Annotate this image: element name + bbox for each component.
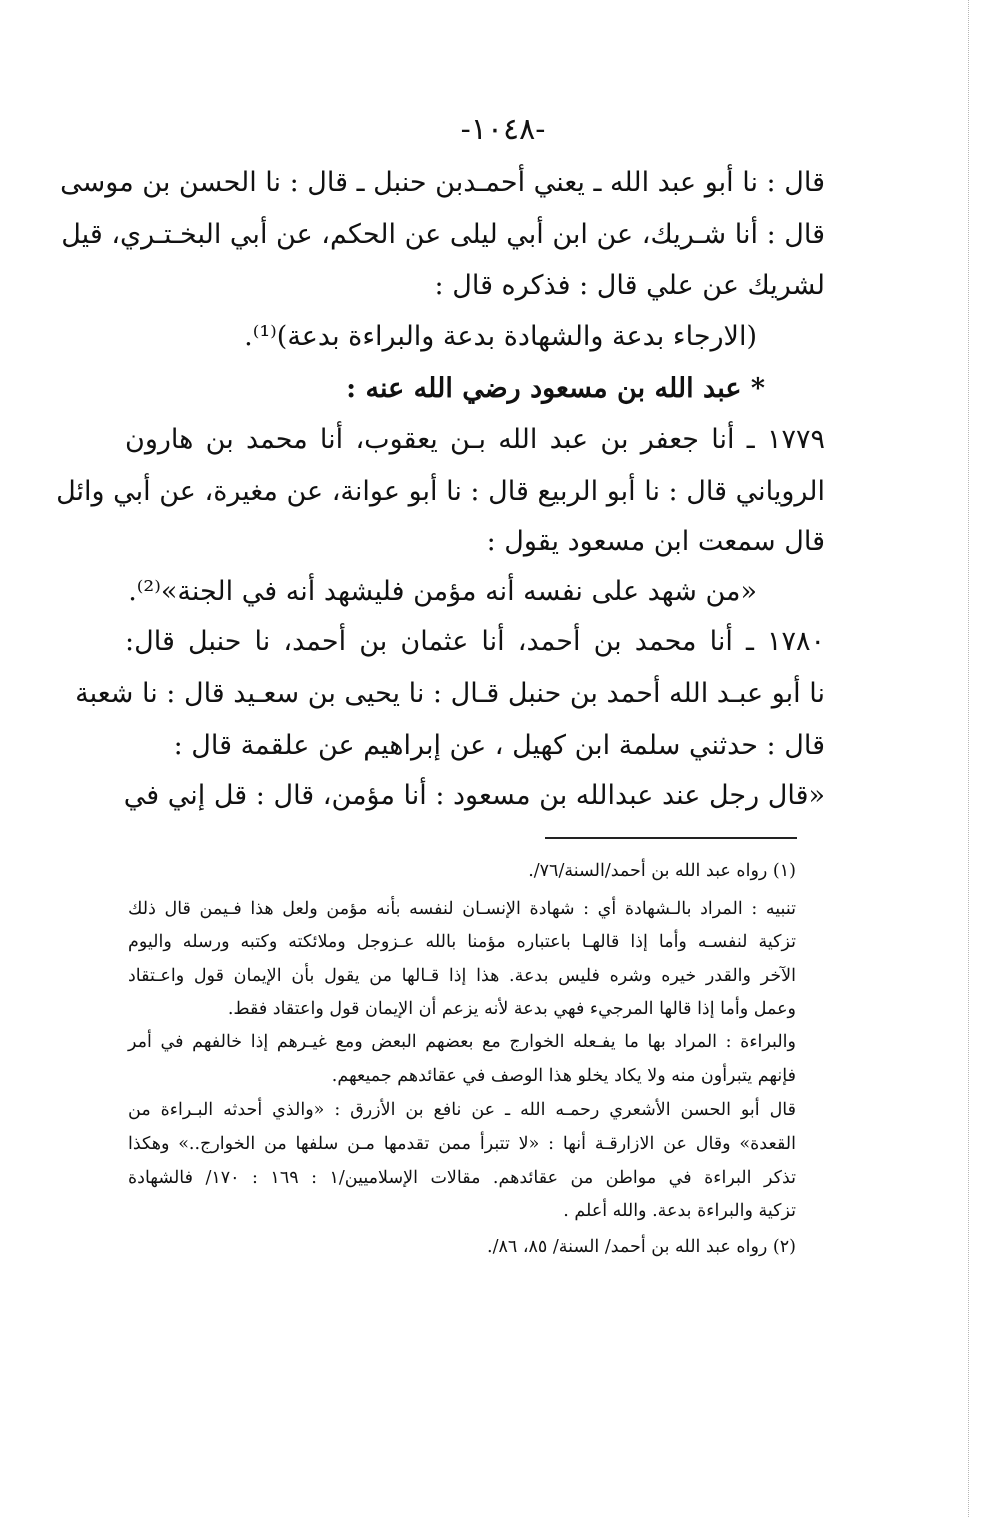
text-line: الروياني قال : نا أبو الربيع قال : نا أبو عوانة، عن مغيرة، عن أبي وائل (56, 476, 825, 507)
text-line: لشريك عن علي قال : فذكره قال : (434, 270, 825, 301)
text-line: ١٧٨٠ ـ أنا محمد بن أحمد، أنا عثمان بن أحمد، نا حنبل قال: (125, 626, 825, 657)
footnote-separator (545, 837, 797, 839)
section-heading: * عبد الله بن مسعود رضي الله عنه : (346, 373, 765, 404)
text-line: ١٧٧٩ ـ أنا جعفر بن عبد الله بـن يعقوب، أنا محمد بن هارون (125, 424, 825, 455)
page-edge-line (968, 0, 969, 1517)
footnote-line: تنبيه : المراد بالـشهادة أي : شهادة الإنسـان لنفسه بأنه مؤمن ولعل هذا فـيمن قال ذلك (128, 899, 796, 919)
footnote-line: تزكية لنفسـه وأما إذا قالهـا باعتباره مؤمنا بالله عـزوجل وملائكته وكتبه ورسله واليوم (128, 932, 796, 952)
footnote-line: تزكية والبراءة بدعة. والله أعلم . (563, 1201, 796, 1221)
footnote-line: تذكر البراءة في مواطن من عقائدهم. مقالات الإسلاميين/١ : ١٦٩ : ١٧٠/ فالشهادة (128, 1168, 796, 1188)
footnote-line: فإنهم يتبرأون منه ولا يكاد يخلو هذا الوصف في عقائدهم جميعهم. (331, 1066, 796, 1086)
quote-line: (الارجاء بدعة والشهادة بدعة والبراءة بدعة)⁽¹⁾. (244, 321, 757, 352)
text-line: «قال رجل عند عبدالله بن مسعود : أنا مؤمن، قال : قل إني في (123, 780, 825, 811)
footnote-line: (١) رواه عبد الله بن أحمد/السنة/٧٦/. (528, 861, 796, 881)
footnote-line: قال أبو الحسن الأشعري رحمـه الله ـ عن نافع بن الأزرق : «والذي أحدثه البـراءة من (128, 1100, 796, 1120)
text-line: قال : أنا شـريك، عن ابن أبي ليلى عن الحكم، عن أبي البخـتـري، قيل (61, 219, 825, 250)
text-line: قال سمعت ابن مسعود يقول : (486, 526, 825, 557)
text-line: قال : نا أبو عبد الله ـ يعني أحمـدبن حنبل ـ قال : نا الحسن بن موسى (60, 167, 825, 198)
footnote-line: (٢) رواه عبد الله بن أحمد/ السنة/ ٨٥، ٨٦/. (487, 1237, 796, 1257)
footnote-line: القعدة» وقال عن الازارقـة أنها : «لا تتبرأ ممن تقدمها مـن سلفها من الخوارج..» وهكذا (128, 1134, 796, 1154)
footnote-line: والبراءة : المراد بها ما يفـعله الخوارج مع بعضهم البعض ومع غيـرهم إذا خالفهم في أمر (128, 1032, 796, 1052)
quote-line: «من شهد على نفسه أنه مؤمن فليشهد أنه في الجنة»⁽²⁾. (128, 576, 757, 607)
text-line: نا أبو عبـد الله أحمد بن حنبل قـال : نا يحيى بن سعـيد قال : نا شعبة (75, 678, 825, 709)
footnote-line: الآخر والقدر خيره وشره فليس بدعة. هذا إذا قـالها من يقول بأن الإيمان قول واعـتقاد (128, 966, 796, 986)
page-number: -١٠٤٨- (460, 112, 546, 147)
text-line: قال : حدثني سلمة ابن كهيل ، عن إبراهيم عن علقمة قال : (173, 730, 825, 761)
footnote-line: وعمل وأما إذا قالها المرجيء فهي بدعة لأنه يزعم أن الإيمان قول واعتقاد فقط. (227, 999, 796, 1019)
